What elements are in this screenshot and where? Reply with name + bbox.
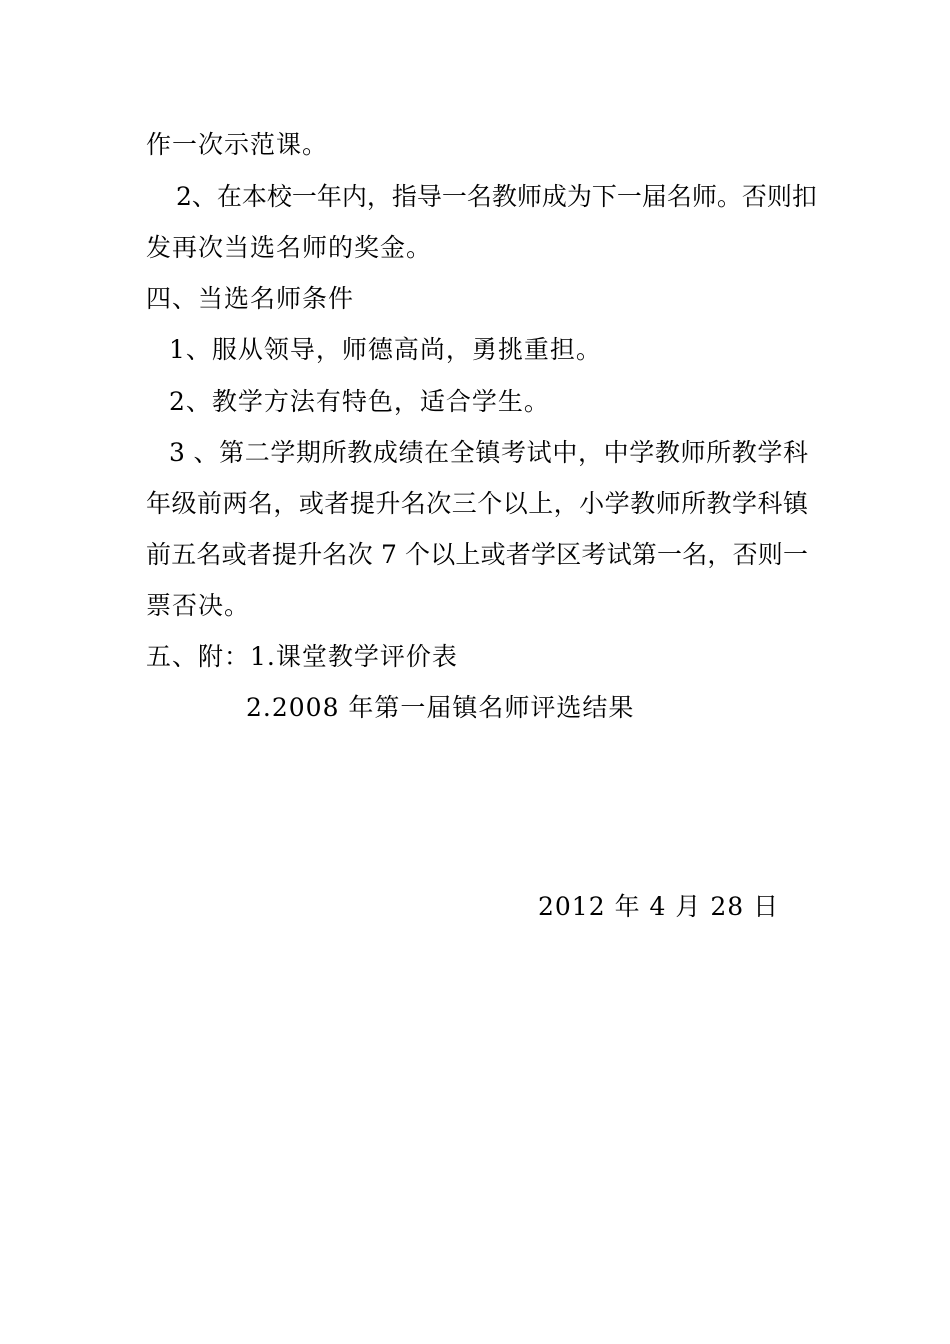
condition-item-3-line-4: 票否决。 (146, 591, 251, 620)
section-heading-conditions: 四、当选名师条件 (146, 284, 355, 313)
paragraph-line-2: 2、在本校一年内，指导一名教师成为下一届名师。否则扣 (176, 182, 817, 211)
paragraph-line-1: 作一次示范课。 (146, 130, 329, 159)
document-date: 2012 年 4 月 28 日 (538, 892, 780, 921)
condition-item-3-line-3: 前五名或者提升名次 7 个以上或者学区考试第一名，否则一 (146, 540, 808, 569)
paragraph-line-3: 发再次当选名师的奖金。 (146, 233, 433, 262)
condition-item-3-line-1: 3 、第二学期所教成绩在全镇考试中，中学教师所教学科 (169, 438, 808, 467)
appendix-item-2: 2.2008 年第一届镇名师评选结果 (246, 693, 635, 722)
condition-item-3-line-2: 年级前两名，或者提升名次三个以上，小学教师所教学科镇 (146, 489, 808, 518)
appendix-heading: 五、附：1.课堂教学评价表 (146, 642, 458, 671)
condition-item-2: 2、教学方法有特色，适合学生。 (169, 387, 550, 416)
condition-item-1: 1、服从领导，师德高尚，勇挑重担。 (169, 335, 602, 364)
